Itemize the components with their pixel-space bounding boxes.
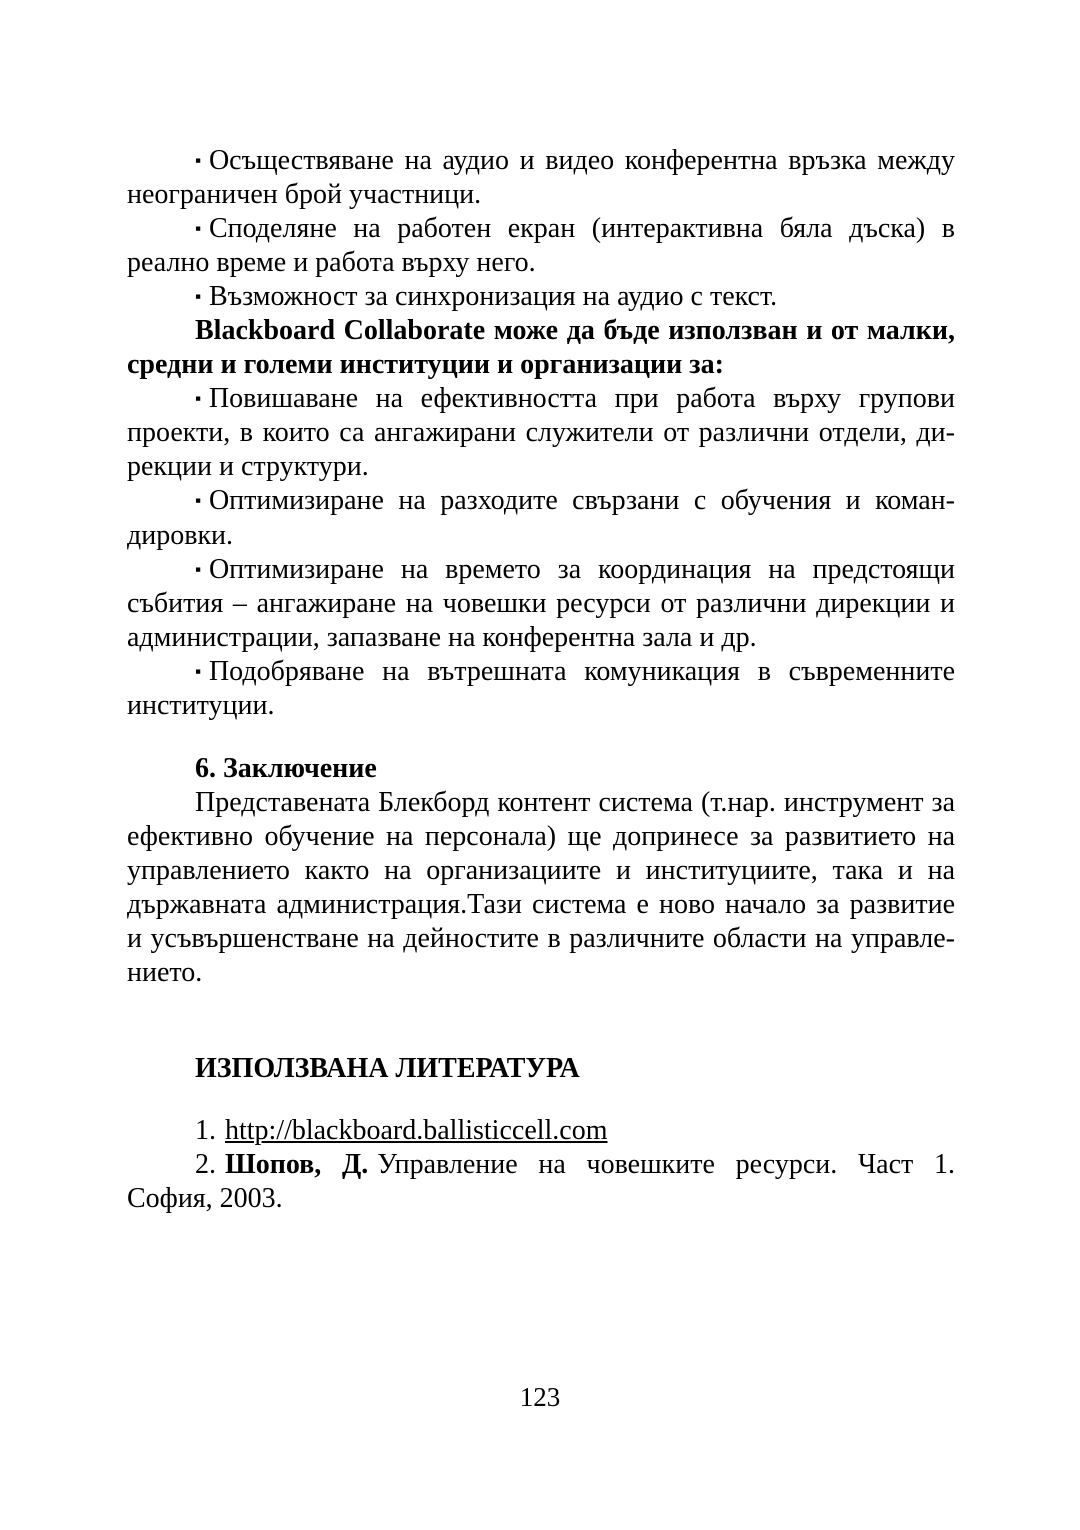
bullet-text: Подобряване на вътрешната комуникация в съвременните институции. [127, 655, 955, 721]
conclusion-paragraph: Представената Блекборд контент система (т.нар. инструмент за ефективно обучение на персонала) ще допринесе за развитието на управлението както на организациите и институциите, така и на държавната администрация.Тази система е ново начало за развитие и усъвършенстване на дейностите в различните области на управлението. [127, 786, 955, 988]
bullet-text: Възможност за синхронизация на аудио с текст. [208, 281, 778, 313]
bullet-item [127, 484, 955, 552]
bullet-item [127, 553, 955, 655]
bullet-text: Оптимизиране на времето за координация на предстоящи събития – ангажиране на човешки ресурси от различни дирекции и администрации, запазване на конферентна зала и др. [127, 553, 955, 653]
bullet-item [127, 280, 955, 314]
reference-item [127, 1114, 955, 1148]
bullet-item [127, 144, 955, 212]
bullet-square-icon: ▪ [195, 219, 202, 239]
page-number: 123 [519, 1382, 561, 1412]
page-body-text [127, 144, 955, 1216]
conclusion-heading: 6. Заключение [195, 752, 377, 784]
bullet-square-icon: ▪ [195, 661, 202, 681]
bullet-item [127, 655, 955, 723]
bullet-item [127, 382, 955, 484]
bullet-square-icon: ▪ [195, 491, 202, 511]
bullet-text: Осъществяване на аудио и видео конферентна връзка между неограничен брой участници. [127, 145, 955, 211]
reference-text: Управление на човешките ресурси. Част 1. София, 2003. [127, 1148, 955, 1214]
references-heading: ИЗПОЛЗВАНА ЛИТЕРАТУРА [195, 1052, 580, 1084]
bullet-square-icon: ▪ [195, 559, 202, 579]
reference-item [127, 1148, 955, 1216]
usage-lead-paragraph: Blackboard Collaborate може да бъде използван и от малки, средни и големи институции и организации за: [127, 315, 955, 381]
bullet-text: Оптимизиране на разходите свързани с обучения и командировки. [127, 485, 955, 551]
bullet-text: Споделяне на работен екран (интерактивна бяла дъска) в реално време и работа върху него. [127, 213, 955, 279]
reference-number: 1. [195, 1114, 216, 1146]
bullet-text: Повишаване на ефективността при работа върху групови проекти, в които са ангажирани служители от различни отдели, дирекции и структури. [127, 383, 955, 483]
bullet-item [127, 212, 955, 280]
bullet-square-icon: ▪ [195, 151, 202, 170]
reference-number: 2. [195, 1148, 216, 1180]
bullet-square-icon: ▪ [195, 287, 202, 307]
reference-link[interactable]: http://blackboard.ballisticcell.com [224, 1114, 608, 1146]
reference-author: Шопов, Д. [224, 1148, 369, 1180]
bullet-square-icon: ▪ [195, 389, 202, 409]
